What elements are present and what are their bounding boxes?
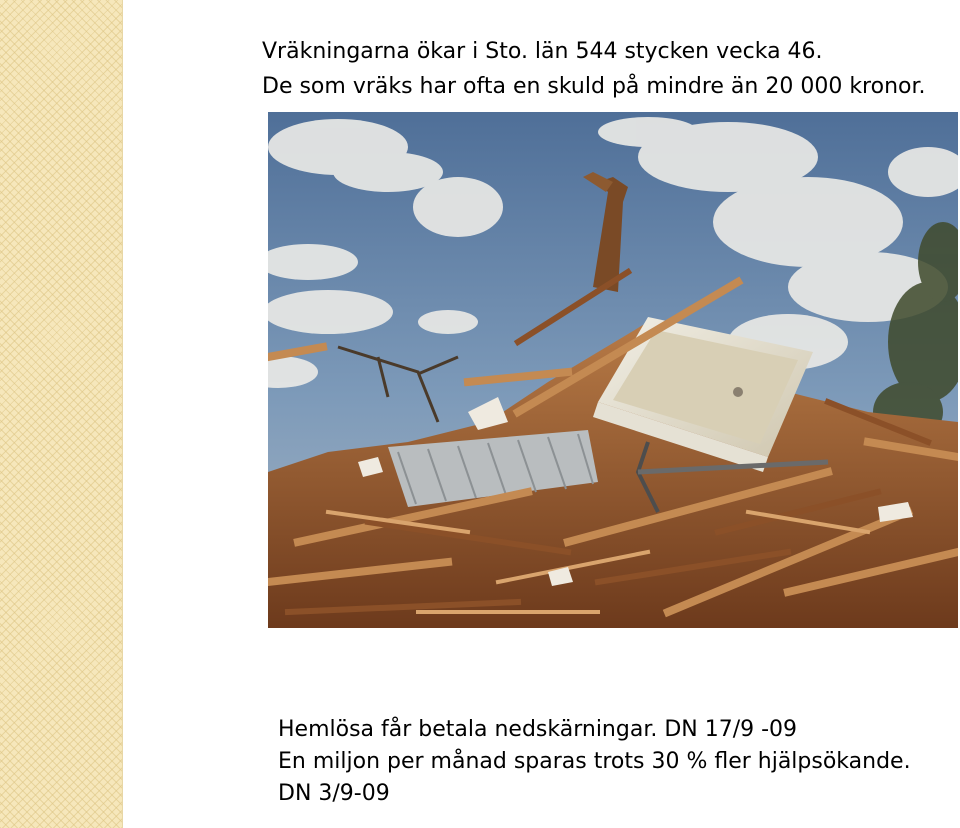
caption-line-2: En miljon per månad sparas trots 30 % fler hjälpsökande. — [278, 749, 911, 774]
slide-headline — [262, 34, 952, 104]
headline-line-2: De som vräks har ofta en skuld på mindre än 20 000 kronor. — [262, 74, 926, 99]
headline-line-1: Vräkningarna ökar i Sto. län 544 stycken vecka 46. — [262, 39, 823, 64]
caption-line-1: Hemlösa får betala nedskärningar. DN 17/9 -09 — [278, 717, 798, 742]
decorative-side-band — [0, 0, 123, 828]
slide-caption — [278, 714, 948, 810]
caption-line-3: DN 3/9-09 — [278, 781, 390, 806]
disaster-debris-photo — [268, 112, 958, 628]
debris-photo-illustration — [268, 112, 958, 628]
